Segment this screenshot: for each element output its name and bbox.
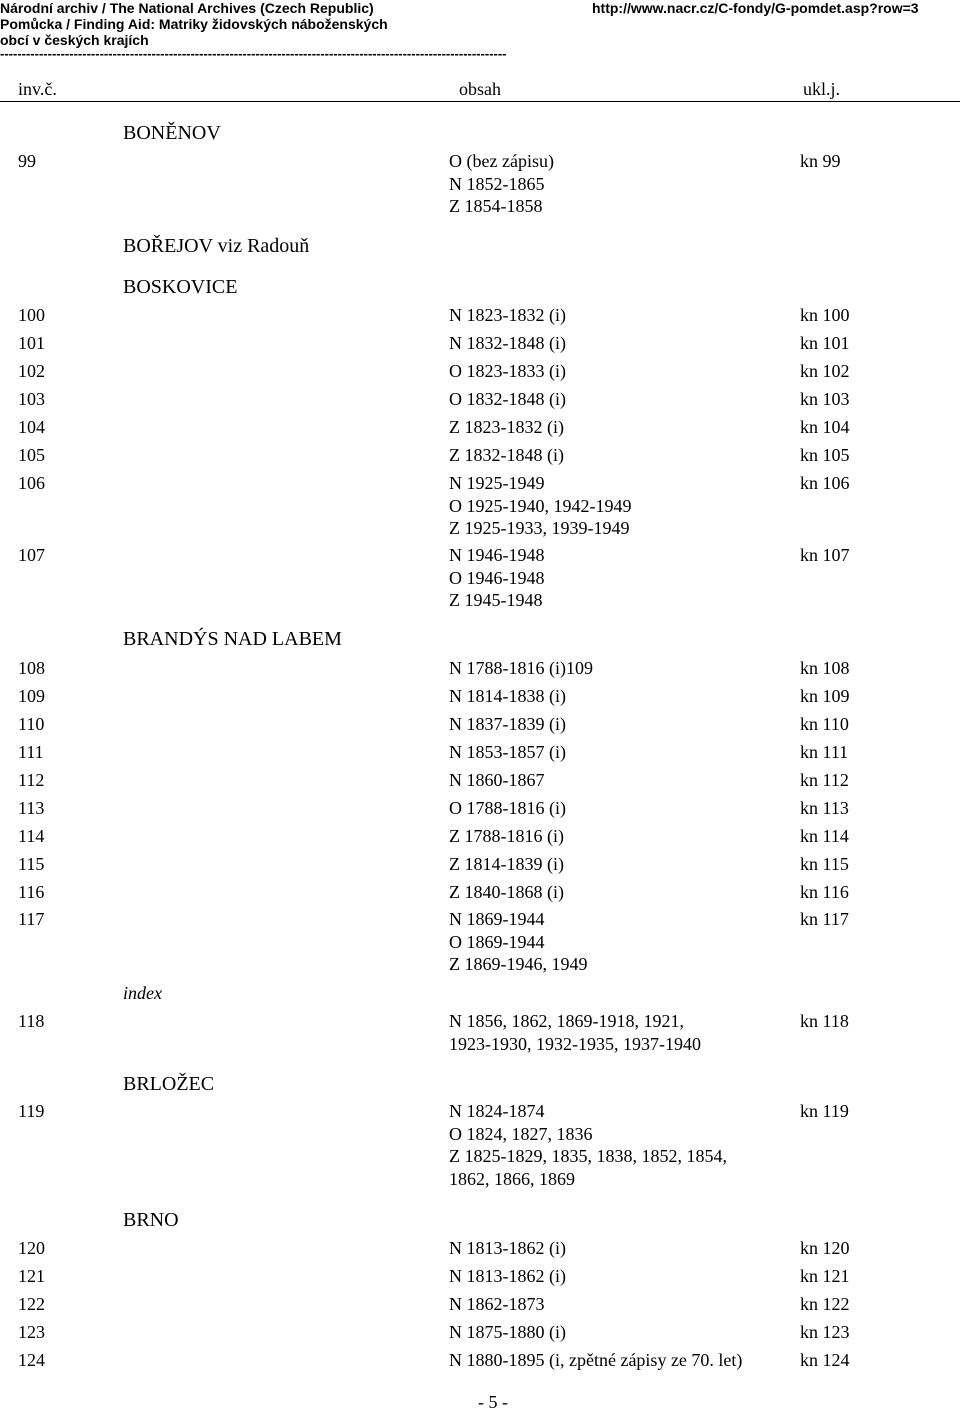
inventory-number: 120: [18, 1238, 45, 1258]
entry-contents: [449, 685, 566, 708]
entry-content-line: N 1814-1838 (i): [449, 686, 566, 706]
source-url-link[interactable]: http://www.nacr.cz/C-fondy/G-pomdet.asp?row=3: [592, 0, 919, 16]
storage-unit: kn 117: [800, 909, 849, 929]
entry-contents: [449, 1293, 545, 1316]
inventory-number: 109: [18, 686, 45, 706]
entry-content-line: N 1852-1865: [449, 173, 545, 194]
page-number: - 5 -: [478, 1392, 508, 1412]
storage-unit: kn 105: [800, 445, 850, 465]
entry-content-line: O 1869-1944: [449, 931, 545, 952]
entry-content-line: N 1824-1874: [449, 1101, 545, 1121]
inventory-number: 114: [18, 826, 45, 846]
entry-contents: [449, 150, 554, 218]
storage-unit: kn 121: [800, 1266, 850, 1286]
inventory-number: 121: [18, 1266, 45, 1286]
entry-contents: [449, 472, 632, 540]
entry-contents: [449, 1010, 701, 1055]
storage-unit: kn 102: [800, 361, 850, 381]
entry-content-line: Z 1854-1858: [449, 196, 543, 216]
storage-unit: kn 122: [800, 1294, 850, 1314]
entry-contents: [449, 657, 593, 680]
storage-unit: kn 103: [800, 389, 850, 409]
entry-contents: [449, 1237, 566, 1260]
entry-content-line: Z 1925-1933, 1939-1949: [449, 518, 630, 538]
storage-unit: kn 108: [800, 658, 850, 678]
inventory-number: 107: [18, 545, 45, 565]
entry-content-line: O 1824, 1827, 1836: [449, 1123, 593, 1144]
inventory-number: 102: [18, 361, 45, 381]
inventory-number: 123: [18, 1322, 45, 1342]
inventory-number: 119: [18, 1101, 45, 1121]
inventory-number: 100: [18, 305, 45, 325]
entry-contents: [449, 416, 564, 439]
entry-content-line: Z 1814-1839 (i): [449, 854, 564, 874]
storage-unit: kn 101: [800, 333, 850, 353]
column-header-obsah: obsah: [459, 79, 501, 99]
entry-content-line: N 1860-1867: [449, 770, 545, 790]
inventory-number: 118: [18, 1011, 45, 1031]
entry-content-line: N 1823-1832 (i): [449, 305, 566, 325]
archive-name: Národní archiv / The National Archives (Czech Republic): [0, 0, 374, 16]
storage-unit: kn 116: [800, 882, 849, 902]
storage-unit: kn 106: [800, 473, 850, 493]
entry-contents: [449, 1100, 727, 1190]
entry-content-line: N 1853-1857 (i): [449, 742, 566, 762]
entry-content-line: Z 1840-1868 (i): [449, 882, 564, 902]
inventory-number: 105: [18, 445, 45, 465]
entry-content-line: Z 1788-1816 (i): [449, 826, 564, 846]
entry-contents: [449, 908, 588, 976]
entry-contents: [449, 741, 566, 764]
column-header-ukl: ukl.j.: [803, 79, 841, 99]
entry-contents: [449, 360, 566, 383]
storage-unit: kn 120: [800, 1238, 850, 1258]
entry-contents: [449, 388, 566, 411]
entry-contents: [449, 1321, 566, 1344]
inventory-number: 117: [18, 909, 45, 929]
inventory-number: 122: [18, 1294, 45, 1314]
storage-unit: kn 110: [800, 714, 849, 734]
entry-content-line: N 1925-1949: [449, 473, 545, 493]
entry-content-line: 1923-1930, 1932-1935, 1937-1940: [449, 1033, 701, 1054]
entry-content-line: O 1946-1948: [449, 567, 545, 588]
section-title: BOSKOVICE: [123, 276, 238, 298]
section-title: BRLOŽEC: [123, 1073, 215, 1095]
entry-contents: [449, 1349, 742, 1372]
entry-contents: [449, 769, 545, 792]
section-title: BRNO: [123, 1209, 179, 1231]
inventory-number: 112: [18, 770, 45, 790]
entry-content-line: Z 1823-1832 (i): [449, 417, 564, 437]
entry-content-line: N 1788-1816 (i)109: [449, 658, 593, 678]
inventory-number: 101: [18, 333, 45, 353]
entry-content-line: N 1837-1839 (i): [449, 714, 566, 734]
storage-unit: kn 115: [800, 854, 849, 874]
inventory-number: 111: [18, 742, 44, 762]
storage-unit: kn 114: [800, 826, 849, 846]
finding-aid-subtitle: obcí v českých krajích: [0, 32, 149, 48]
inventory-number: 99: [18, 151, 36, 171]
entry-content-line: 1862, 1866, 1869: [449, 1168, 575, 1189]
entry-content-line: N 1875-1880 (i): [449, 1322, 566, 1342]
entry-content-line: O 1823-1833 (i): [449, 361, 566, 381]
finding-aid-title: Pomůcka / Finding Aid: Matriky židovských náboženských: [0, 16, 388, 32]
storage-unit: kn 104: [800, 417, 850, 437]
entry-content-line: N 1869-1944: [449, 909, 545, 929]
entry-contents: [449, 304, 566, 327]
entry-content-line: N 1813-1862 (i): [449, 1238, 566, 1258]
entry-content-line: Z 1825-1829, 1835, 1838, 1852, 1854,: [449, 1146, 727, 1166]
entry-content-line: N 1880-1895 (i, zpětné zápisy ze 70. let): [449, 1350, 743, 1370]
inventory-number: 113: [18, 798, 45, 818]
inventory-number: 115: [18, 854, 45, 874]
entry-contents: [449, 853, 564, 876]
section-title: BOŘEJOV viz Radouň: [123, 235, 310, 257]
entry-content-line: O 1925-1940, 1942-1949: [449, 495, 632, 516]
storage-unit: kn 113: [800, 798, 849, 818]
inventory-number: 116: [18, 882, 45, 902]
storage-unit: kn 99: [800, 151, 841, 171]
entry-contents: [449, 713, 566, 736]
storage-unit: kn 111: [800, 742, 849, 762]
storage-unit: kn 123: [800, 1322, 850, 1342]
entry-content-line: Z 1832-1848 (i): [449, 445, 564, 465]
inventory-number: 108: [18, 658, 45, 678]
entry-contents: [449, 797, 566, 820]
storage-unit: kn 107: [800, 545, 850, 565]
entry-content-line: O 1832-1848 (i): [449, 389, 566, 409]
entry-content-line: Z 1869-1946, 1949: [449, 954, 588, 974]
entry-content-line: N 1856, 1862, 1869-1918, 1921,: [449, 1011, 684, 1031]
entry-contents: [449, 544, 545, 612]
storage-unit: kn 124: [800, 1350, 850, 1370]
storage-unit: kn 109: [800, 686, 850, 706]
section-title: BONĚNOV: [123, 122, 221, 144]
column-header-inv: inv.č.: [18, 79, 57, 99]
inventory-number: 103: [18, 389, 45, 409]
entry-contents: [449, 444, 564, 467]
storage-unit: kn 112: [800, 770, 849, 790]
inventory-number: 104: [18, 417, 45, 437]
dashed-separator: ---------------------------------------------------------------------------------------------------------------------: [0, 46, 507, 61]
storage-unit: kn 118: [800, 1011, 849, 1031]
entry-contents: [449, 1265, 566, 1288]
entry-contents: [449, 825, 564, 848]
inventory-number: 106: [18, 473, 45, 493]
storage-unit: kn 119: [800, 1101, 849, 1121]
section-title: BRANDÝS NAD LABEM: [123, 628, 342, 650]
index-note: index: [123, 983, 162, 1003]
entry-content-line: O 1788-1816 (i): [449, 798, 566, 818]
storage-unit: kn 100: [800, 305, 850, 325]
entry-contents: [449, 332, 566, 355]
entry-content-line: N 1813-1862 (i): [449, 1266, 566, 1286]
inventory-number: 124: [18, 1350, 45, 1370]
entry-content-line: Z 1945-1948: [449, 590, 543, 610]
entry-content-line: O (bez zápisu): [449, 151, 554, 171]
entry-contents: [449, 881, 564, 904]
entry-content-line: N 1832-1848 (i): [449, 333, 566, 353]
entry-content-line: N 1862-1873: [449, 1294, 545, 1314]
inventory-number: 110: [18, 714, 45, 734]
entry-content-line: N 1946-1948: [449, 545, 545, 565]
